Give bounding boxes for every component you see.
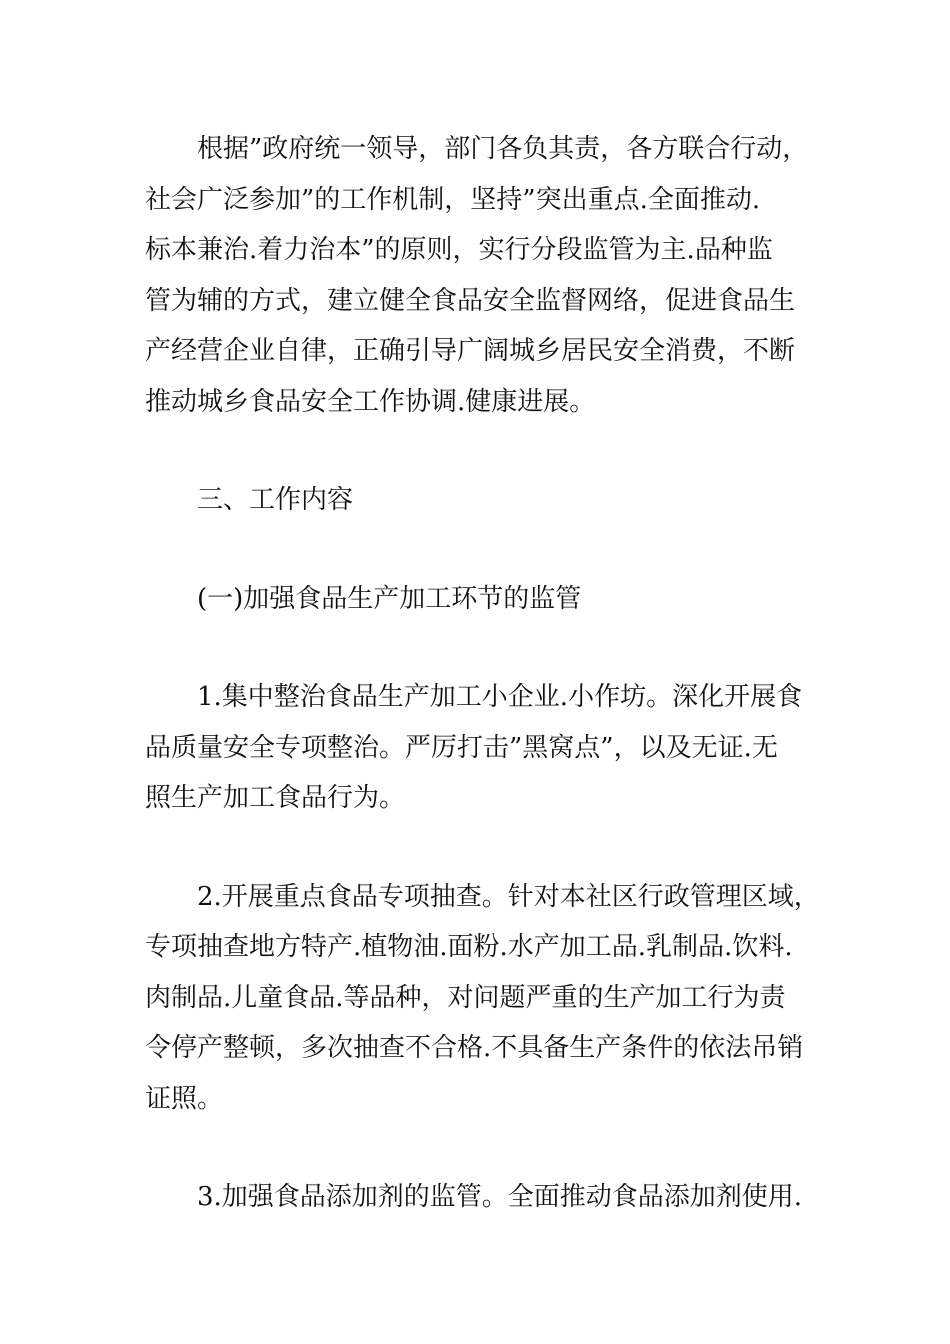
paragraph-line: 专项抽查地方特产.植物油.面粉.水产加工品.乳制品.饮料. [145, 932, 793, 962]
paragraph-line: 管为辅的方式，建立健全食品安全监督网络，促进食品生 [145, 285, 796, 316]
paragraph-spacer [145, 824, 810, 872]
paragraph-spacer [145, 526, 810, 574]
paragraph-line: 根据”政府统一领导，部门各负其责，各方联合行动， [197, 134, 809, 164]
paragraph-line: 推动城乡食品安全工作协调.健康进展。 [145, 386, 596, 417]
paragraph-line: 肉制品.儿童食品.等品种，对问题严重的生产加工行为责 [145, 982, 786, 1013]
item-2-paragraph [145, 872, 820, 1125]
intro-paragraph [145, 124, 810, 427]
paragraph-line: 产经营企业自律，正确引导广阔城乡居民安全消费，不断 [145, 336, 796, 366]
subsection-heading: (一)加强食品生产加工环节的监管 [197, 583, 582, 614]
paragraph-line: 令停产整顿，多次抽查不合格.不具备生产条件的依法吊销 [145, 1033, 804, 1063]
paragraph-spacer [145, 624, 810, 672]
paragraph-line: 1.集中整治食品生产加工小企业.小作坊。深化开展食 [197, 682, 803, 712]
paragraph-line: 社会广泛参加”的工作机制，坚持”突出重点.全面推动. [145, 184, 761, 215]
paragraph-spacer [145, 427, 810, 475]
section-heading: 三、工作内容 [197, 485, 354, 515]
document-body [145, 124, 820, 1223]
paragraph-line: 证照。 [145, 1083, 224, 1114]
paragraph-line: 2.开展重点食品专项抽查。针对本社区行政管理区域， [197, 881, 820, 912]
paragraph-line: 标本兼治.着力治本”的原则，实行分段监管为主.品种监 [145, 235, 773, 265]
paragraph-line: 品质量安全专项整治。严厉打击”黑窝点”，以及无证.无 [145, 732, 778, 763]
item-1-paragraph [145, 672, 810, 824]
item-3-paragraph [145, 1172, 810, 1223]
paragraph-line: 照生产加工食品行为。 [145, 783, 406, 813]
paragraph-spacer [145, 1124, 810, 1172]
paragraph-line: 3.加强食品添加剂的监管。全面推动食品添加剂使用. [197, 1182, 803, 1212]
